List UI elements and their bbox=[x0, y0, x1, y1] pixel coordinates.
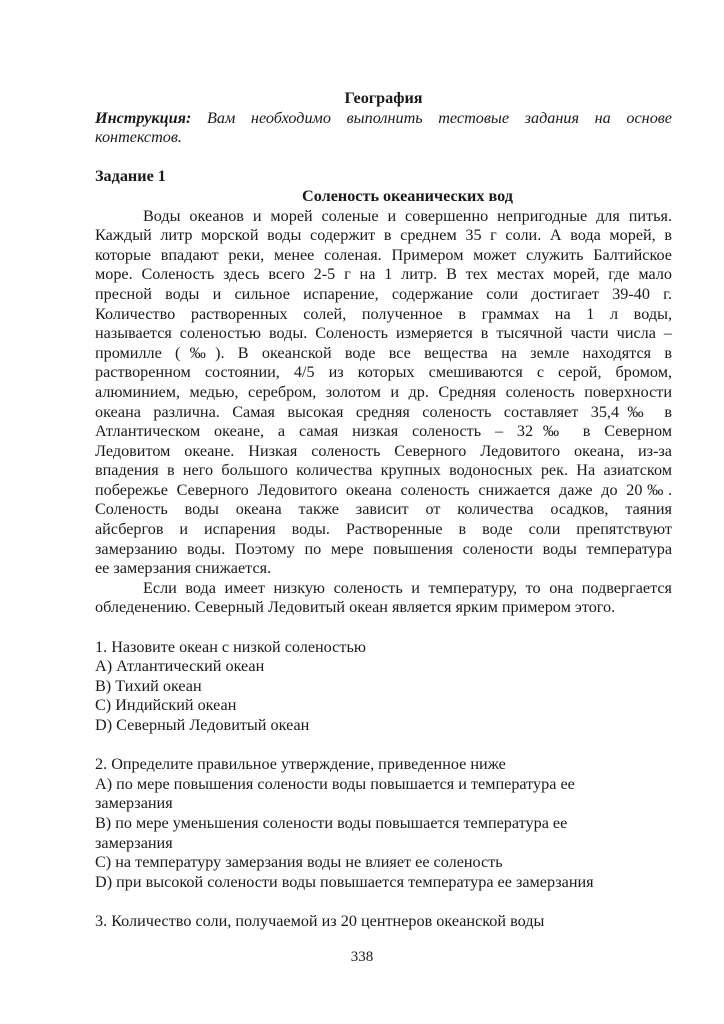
text-line: замерзанию воды. Поэтому по мере повышения солености воды температура bbox=[95, 539, 672, 558]
instruction-line-2: контекстов. bbox=[95, 128, 182, 147]
text-line: называется соленостью воды. Соленость измеряется в тысячной части числа – bbox=[95, 324, 672, 343]
paragraph-1 bbox=[95, 207, 672, 579]
text-line: пресной воды и сильное испарение, содержание соли достигает 39-40 г. bbox=[95, 284, 672, 303]
question-3 bbox=[95, 912, 672, 932]
answer-option-d: D) Северный Ледовитый океан bbox=[95, 716, 310, 734]
text-line: Если вода имеет низкую соленость и температуру, то она подвергается bbox=[143, 578, 672, 597]
task-heading: Задание 1 bbox=[95, 167, 166, 186]
text-title: Соленость океанических вод bbox=[302, 186, 513, 205]
question-text: 1. Назовите океан с низкой соленостью bbox=[95, 637, 366, 656]
answer-option-a: A) Атлантический океан bbox=[95, 657, 265, 676]
spacer bbox=[95, 892, 672, 912]
question-1 bbox=[95, 638, 672, 736]
text-line: растворенном состоянии, 4/5 из которых смешиваются с серой, бромом, bbox=[95, 363, 672, 382]
text-line: Соленость воды океана также зависит от количества осадков, таяния bbox=[95, 500, 672, 519]
instruction-text: Вам необходимо выполнить тестовые задания на основе bbox=[206, 108, 672, 127]
text-line: океана различна. Самая высокая средняя соленость составляет 35,4‰ в bbox=[95, 402, 672, 421]
text-line: которые впадают реки, менее соленая. Примером может служить Балтийское bbox=[95, 245, 672, 264]
instruction-line-1 bbox=[95, 109, 672, 129]
text-line: алюминием, медью, серебром, золотом и др. Средняя соленость поверхности bbox=[95, 382, 672, 401]
text-line: Количество растворенных солей, полученное в граммах на 1 л воды, bbox=[95, 304, 672, 323]
text-line: ее замерзания снижается. bbox=[95, 559, 272, 578]
answer-option-d: D) при высокой солености воды повышается температура ее замерзания bbox=[95, 872, 594, 891]
spacer bbox=[95, 618, 672, 638]
text-line: айсбергов и испарения воды. Растворенные в воде соли препятствуют bbox=[95, 520, 672, 539]
text-line: впадения в него большого количества крупных водоносных рек. На азиатском bbox=[95, 461, 672, 480]
question-text: 2. Определите правильное утверждение, приведенное ниже bbox=[95, 755, 506, 774]
spacer bbox=[95, 736, 672, 756]
text-line: море. Соленость здесь всего 2-5 г на 1 литр. В тех местах морей, где мало bbox=[95, 265, 672, 284]
page-number: 338 bbox=[350, 949, 374, 965]
text-line: Воды океанов и морей соленые и совершенно непригодные для питья. bbox=[143, 206, 672, 225]
paragraph-2 bbox=[95, 579, 672, 618]
question-text: 3. Количество соли, получаемой из 20 центнеров океанской воды bbox=[95, 911, 545, 930]
text-line: Атлантическом океане, а самая низкая соленость – 32‰ в Северном bbox=[95, 422, 672, 441]
answer-option-c: C) Индийский океан bbox=[95, 696, 237, 715]
answer-option-c: C) на температуру замерзания воды не влияет ее соленость bbox=[95, 853, 503, 872]
text-line: Каждый литр морской воды содержит в среднем 35 г соли. А вода морей, в bbox=[95, 226, 672, 245]
instruction-label: Инструкция: bbox=[95, 108, 192, 127]
answer-option-b: B) Тихий океан bbox=[95, 676, 202, 695]
question-2 bbox=[95, 755, 672, 892]
page-title: География bbox=[344, 89, 423, 107]
answer-option-a: A) по мере повышения солености воды повышается и температура ее bbox=[95, 774, 575, 793]
answer-option-a-cont: замерзания bbox=[95, 794, 173, 813]
answer-option-b: B) по мере уменьшения солености воды повышается температура ее bbox=[95, 813, 568, 832]
text-line: Ледовитом океане. Низкая соленость Северного Ледовитого океана, из-за bbox=[95, 441, 672, 460]
spacer bbox=[95, 148, 672, 168]
text-line: промилле (‰). В океанской воде все вещества на земле находятся в bbox=[95, 343, 672, 362]
text-line: обледенению. Северный Ледовитый океан является ярким примером этого. bbox=[95, 598, 616, 617]
document-page bbox=[95, 89, 672, 932]
text-line: побережье Северного Ледовитого океана соленость снижается даже до 20‰. bbox=[95, 480, 672, 499]
answer-option-b-cont: замерзания bbox=[95, 833, 173, 852]
